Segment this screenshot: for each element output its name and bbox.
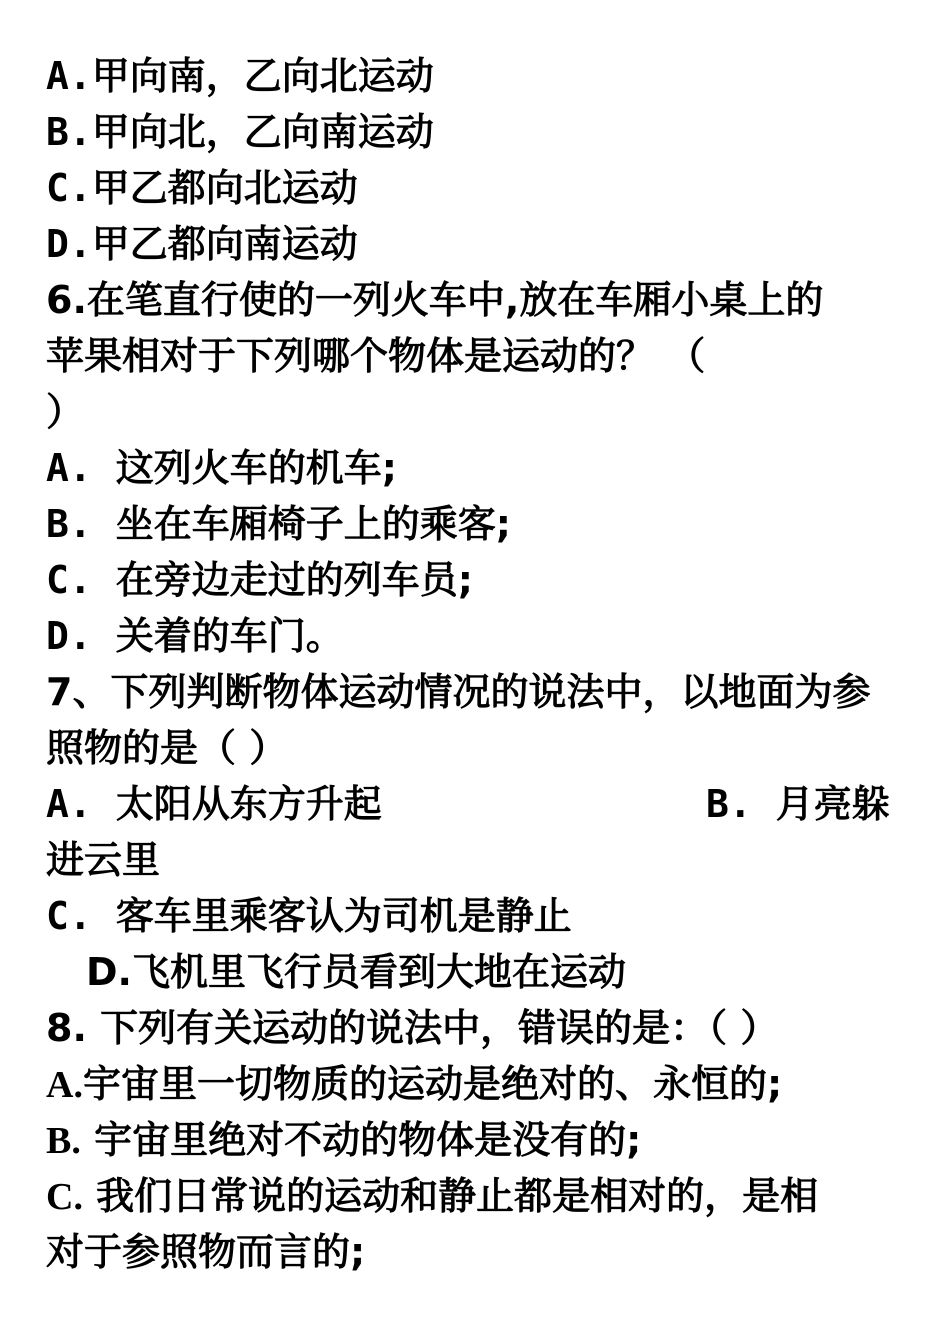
option-text: 甲向南，乙向北运动 — [91, 54, 434, 98]
option-label: B. — [46, 502, 92, 546]
option-label: C. — [46, 1176, 83, 1218]
q5-option-c — [46, 165, 358, 211]
option-label: D. — [46, 222, 92, 266]
q6-option-c — [46, 557, 473, 603]
option-text: 甲向北，乙向南运动 — [91, 110, 434, 154]
option-label: A. — [46, 1064, 83, 1106]
q8-option-b — [46, 1117, 641, 1164]
q8-option-a — [46, 1061, 782, 1108]
q7-option-a — [46, 781, 382, 827]
q6-stem-line-3: ） — [46, 390, 85, 434]
q7-stem-line-1: 7、下列判断物体运动情况的说法中，以地面为参 — [46, 670, 871, 714]
q7-option-b-continued: 进云里 — [46, 838, 161, 882]
option-text: 客车里乘客认为司机是静止 — [115, 894, 572, 938]
option-label: A. — [46, 782, 92, 826]
option-label: B. — [706, 782, 752, 826]
option-label: A. — [46, 54, 92, 98]
option-label: C. — [46, 558, 92, 602]
option-text: 甲乙都向南运动 — [91, 222, 358, 266]
option-label: C. — [46, 166, 92, 210]
q5-option-a — [46, 53, 434, 99]
q7-option-d: D.飞机里飞行员看到大地在运动 — [86, 950, 626, 994]
option-text: 月亮躲 — [775, 782, 890, 826]
option-text: 关着的车门。 — [115, 614, 344, 658]
option-text: 太阳从东方升起 — [115, 782, 382, 826]
option-text: 这列火车的机车; — [115, 446, 397, 490]
q8-option-c — [46, 1173, 818, 1220]
option-text: 在旁边走过的列车员; — [115, 558, 473, 602]
option-label: D. — [46, 614, 92, 658]
q5-option-d — [46, 221, 358, 267]
option-text: 宇宙里绝对不动的物体是没有的; — [80, 1118, 642, 1162]
q8-option-c-continued: 对于参照物而言的; — [46, 1230, 366, 1274]
option-label: B. — [46, 110, 92, 154]
option-text: 宇宙里一切物质的运动是绝对的、永恒的; — [82, 1062, 783, 1106]
option-text: 甲乙都向北运动 — [91, 166, 358, 210]
option-text: 我们日常说的运动和静止都是相对的，是相 — [82, 1174, 819, 1218]
option-text: 坐在车厢椅子上的乘客; — [115, 502, 511, 546]
q7-stem-line-2: 照物的是（ ） — [46, 726, 288, 770]
q6-stem-line-1: 6.在笔直行使的一列火车中,放在车厢小桌上的 — [46, 278, 824, 322]
q6-stem-line-2: 苹果相对于下列哪个物体是运动的？ （ — [46, 334, 706, 378]
q8-stem: 8. 下列有关运动的说法中，错误的是：（ ） — [46, 1006, 779, 1050]
q5-option-b — [46, 109, 434, 155]
option-label: B. — [46, 1120, 81, 1162]
q7-option-b — [706, 781, 890, 827]
q7-option-c — [46, 893, 572, 939]
q6-option-b — [46, 501, 511, 547]
q6-option-a — [46, 445, 397, 491]
option-label: A. — [46, 446, 92, 490]
option-label: C. — [46, 894, 92, 938]
q6-option-d — [46, 613, 344, 659]
